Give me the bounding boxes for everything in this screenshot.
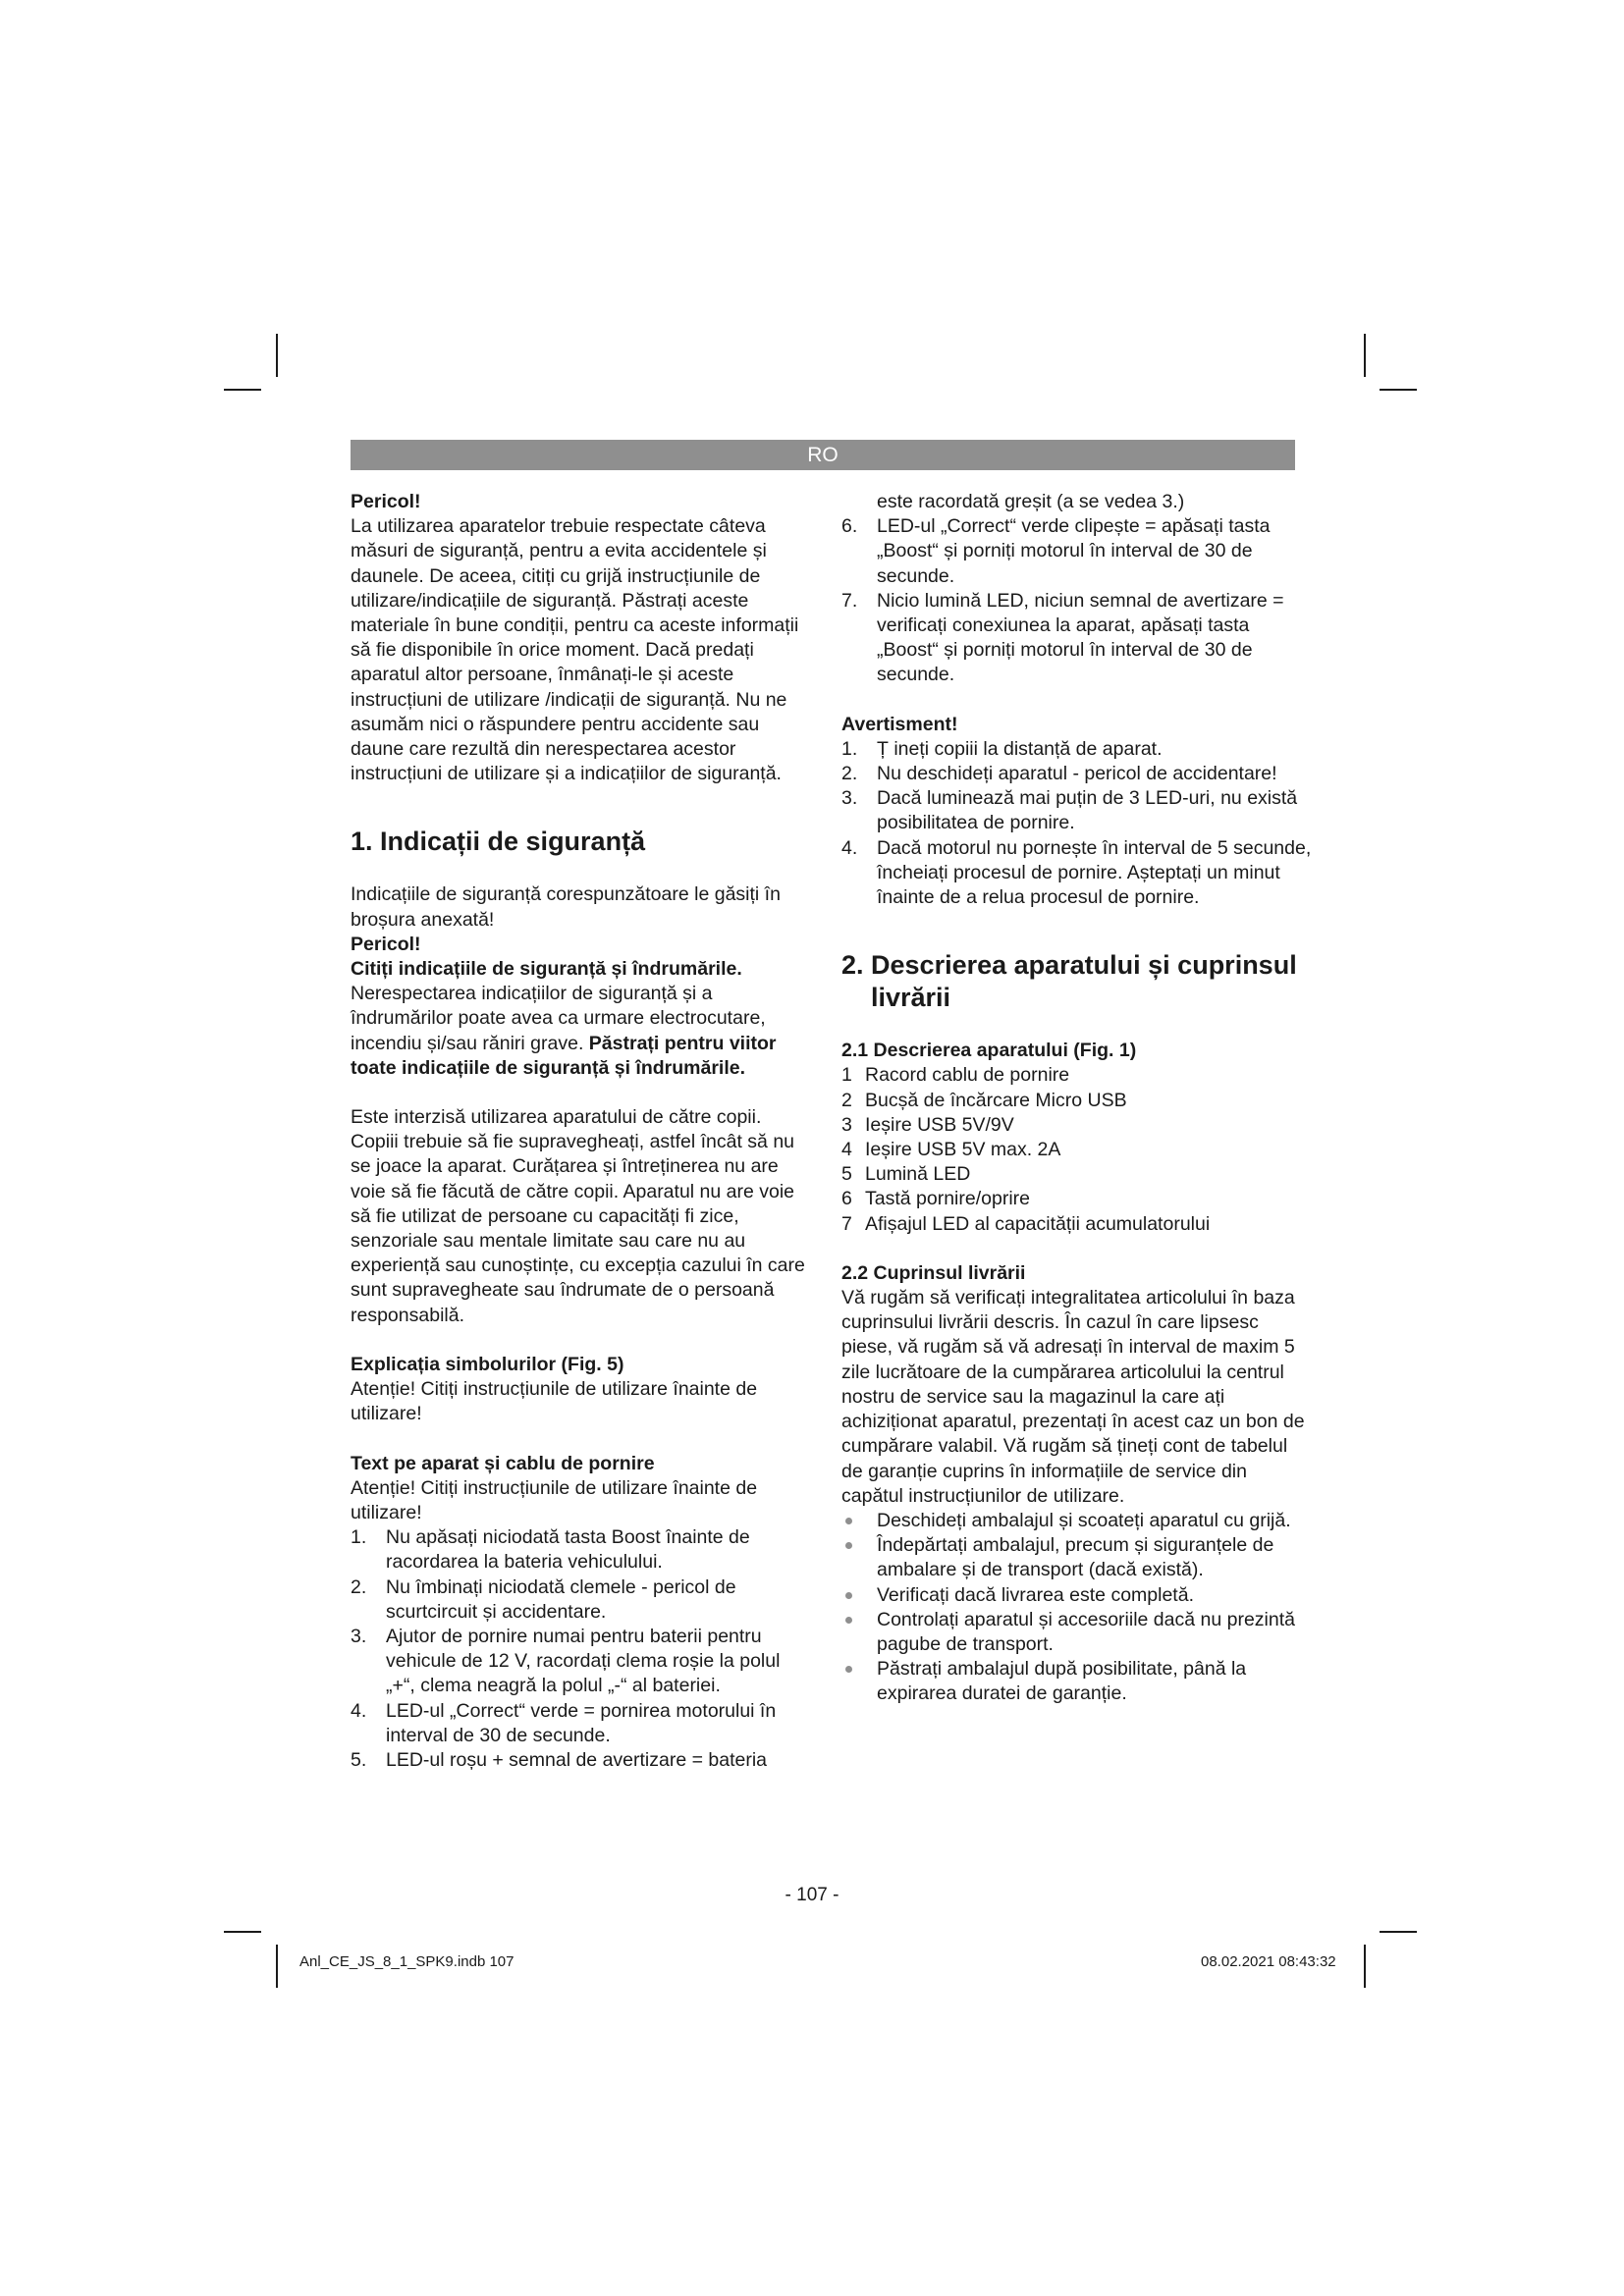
bullet-icon — [845, 1617, 852, 1624]
list-item — [351, 1748, 807, 1773]
s1-text1: Indicațiile de siguranță corespunzătoare le găsiți în broșura anexată! — [351, 883, 781, 931]
list-item-text: Îndepărtați ambalajul, precum și siguranțele de ambalare și de transport (dacă există). — [877, 1534, 1274, 1581]
list-item-text: LED-ul „Correct“ verde = pornirea motorului în interval de 30 de secunde. — [386, 1699, 777, 1746]
list-item — [841, 589, 1313, 688]
list-item-text: Verificați dacă livrarea este completă. — [877, 1583, 1194, 1606]
list-item — [841, 1113, 1313, 1138]
list-item-text: Ieșire USB 5V max. 2A — [865, 1139, 1061, 1161]
list-item-text: Dacă motorul nu pornește în interval de 5 secunde, încheiați procesul de pornire. Așteptați un minut înainte de a relua procesul de pornire. — [877, 836, 1312, 909]
section1-title: 1. Indicații de siguranță — [351, 827, 646, 857]
left-column — [351, 490, 807, 1773]
s1-text2: Nerespectarea indicațiilor de siguranță și a îndrumărilor poate avea ca urmare electrocutare, incendiu și/sau răniri grave. — [351, 983, 766, 1054]
crop-mark-top-left-h — [224, 389, 261, 391]
list-item-text: LED-ul roșu + semnal de avertizare = bateria — [386, 1748, 768, 1771]
device-parts-list — [841, 1063, 1313, 1236]
symbols-heading: Explicația simbolurilor (Fig. 5) — [351, 1353, 624, 1375]
list-item-number: 5 — [841, 1163, 852, 1186]
list-item-number: 2 — [841, 1089, 852, 1111]
crop-mark-top-right-h — [1380, 389, 1417, 391]
intro-heading: Pericol! — [351, 491, 421, 512]
list-item-text: Lumină LED — [865, 1163, 971, 1186]
s1-text2-para — [351, 982, 807, 1081]
crop-mark-bottom-left-v — [276, 1945, 278, 1988]
symbols-text: Atenție! Citiți instrucțiunile de utilizare înainte de utilizare! — [351, 1378, 758, 1425]
crop-mark-top-right-v — [1364, 334, 1366, 377]
list-item — [841, 1187, 1313, 1211]
list-item-number: 5. — [351, 1748, 367, 1771]
print-timestamp: 08.02.2021 08:43:32 — [1201, 1953, 1336, 1970]
list-item — [841, 1089, 1313, 1113]
list-item-text: Ajutor de pornire numai pentru baterii pentru vehicule de 12 V, racordați clema roșie la polul „+“, clema neagră la polul „-“ al bateriei. — [386, 1625, 781, 1697]
list-item — [841, 762, 1313, 786]
crop-mark-bottom-right-h — [1380, 1931, 1417, 1933]
device-text-heading: Text pe aparat și cablu de pornire — [351, 1452, 655, 1474]
list-item-text: Nu deschideți aparatul - pericol de accidentare! — [877, 763, 1277, 785]
list-item-number: 3. — [351, 1625, 367, 1647]
continued-text: este racordată greșit (a se vedea 3.) — [877, 491, 1185, 512]
list-item-number: 7 — [841, 1212, 852, 1235]
list-item-text: Nu îmbinați niciodată clemele - pericol de scurtcircuit și accidentare. — [386, 1575, 736, 1623]
list-item-text: Afișajul LED al capacității acumulatorului — [865, 1212, 1211, 1235]
list-item — [841, 1212, 1313, 1237]
s21-heading: 2.1 Descrierea aparatului (Fig. 1) — [841, 1040, 1137, 1062]
language-code: RO — [807, 444, 839, 466]
intro-text: La utilizarea aparatelor trebuie respectate câteva măsuri de siguranță, pentru a evita accidentele și daunele. De aceea, citiți cu grijă instrucțiunile de utilizare/indicațiile de siguranță. Păstrați aceste materiale în bune condiții, pentru ca aceste informații să fie disponibile în orice moment. Dacă predați aparatul altor persoane, înmânați-le și aceste instrucțiuni de utilizare /indicații de siguranță. Nu ne asumăm nici o răspundere pentru accidente sau daune care rezultă din nerespectarea acestor instrucțiuni de utilizare și a indicațiilor de siguranță. — [351, 515, 799, 785]
list-item-number: 2. — [841, 763, 858, 785]
list-item-text: Ieșire USB 5V/9V — [865, 1113, 1014, 1136]
warning-list — [841, 737, 1313, 910]
list-item — [351, 1575, 807, 1625]
s22-heading: 2.2 Cuprinsul livrării — [841, 1261, 1026, 1284]
crop-mark-bottom-left-h — [224, 1931, 261, 1933]
list-item — [841, 1608, 1313, 1657]
list-item-text: LED-ul „Correct“ verde clipește = apăsați tasta „Boost“ și porniți motorul în interval de 30 de secunde. — [877, 515, 1271, 587]
list-item-number: 7. — [841, 589, 858, 612]
list-item-text: Controlați aparatul și accesoriile dacă nu prezintă pagube de transport. — [877, 1608, 1295, 1655]
section2-title: 2. Descrierea aparatului și cuprinsul livrării — [841, 950, 1297, 1013]
crop-mark-bottom-right-v — [1364, 1945, 1366, 1988]
list-item-number: 2. — [351, 1575, 367, 1598]
list-item — [841, 1533, 1313, 1582]
list-item-number: 4. — [841, 836, 858, 859]
list-item-text: Racord cablu de pornire — [865, 1064, 1070, 1087]
s22-text: Vă rugăm să verificați integralitatea articolului în baza cuprinsului livrării descris. În cazul în care lipsesc piese, vă rugăm să vă adresați în interval de maxim 5 zile lucrătoare de la cumpărarea articolului la centrul nostru de service sau la magazinul la care ați achiziționat aparatul, prezentați în acest caz un bon de cumpărare valabil. Vă rugăm să țineți cont de tabelul de garanție cuprins în informațiile de service din capătul instrucțiunilor de utilizare. — [841, 1287, 1305, 1507]
list-item — [841, 1138, 1313, 1162]
list-item-text: Păstrați ambalajul după posibilitate, până la expirarea duratei de garanție. — [877, 1658, 1247, 1705]
device-text-list — [351, 1525, 807, 1773]
s1-bold2: Păstrați pentru viitor toate indicațiile de siguranță și îndrumările. — [351, 1032, 777, 1079]
list-item-number: 4. — [351, 1699, 367, 1722]
page-number: - 107 - — [785, 1885, 839, 1905]
list-item-text: Nu apăsați niciodată tasta Boost înainte de racordarea la bateria vehiculului. — [386, 1526, 750, 1574]
list-item — [841, 1583, 1313, 1608]
device-text-list-continued — [841, 514, 1313, 687]
bullet-icon — [845, 1592, 852, 1599]
bullet-icon — [845, 1518, 852, 1524]
s1-children-text: Este interzisă utilizarea aparatului de către copii. Copiii trebuie să fie supravegheați, astfel încât să nu se joace la aparat. Curățarea și întreținerea nu are voie să fie făcută de către copii. Aparatul nu are voie să fie utilizat de persoane cu capacități fi zice, senzoriale sau mentale limitate sau care nu au experiență sau cunoștințe, cu excepția cazului în care sunt supravegheate sau îndrumate de o persoană responsabilă. — [351, 1106, 805, 1326]
list-item-text: Bucșă de încărcare Micro USB — [865, 1089, 1127, 1111]
warning-heading: Avertisment! — [841, 713, 958, 735]
list-item — [841, 836, 1313, 911]
list-item-text: Tastă pornire/oprire — [865, 1188, 1030, 1210]
crop-mark-top-left-v — [276, 334, 278, 377]
right-column — [841, 490, 1313, 1707]
unpacking-bullet-list — [841, 1509, 1313, 1707]
list-item — [841, 737, 1313, 762]
file-info: Anl_CE_JS_8_1_SPK9.indb 107 — [299, 1953, 514, 1970]
list-item — [841, 514, 1313, 589]
list-item — [841, 1063, 1313, 1088]
list-item-number: 1. — [351, 1526, 367, 1549]
bullet-icon — [845, 1542, 852, 1549]
s1-pericol: Pericol! — [351, 933, 421, 955]
list-item-number: 1 — [841, 1064, 852, 1087]
list-item — [841, 1162, 1313, 1187]
list-item-number: 3. — [841, 787, 858, 810]
list-item-number: 4 — [841, 1139, 852, 1161]
list-item — [841, 1657, 1313, 1706]
list-item — [351, 1625, 807, 1699]
list-item — [351, 1699, 807, 1748]
s1-bold1: Citiți indicațiile de siguranță și îndrumările. — [351, 958, 742, 981]
bullet-icon — [845, 1666, 852, 1673]
list-item-number: 3 — [841, 1113, 852, 1136]
list-item-number: 6. — [841, 515, 858, 538]
list-item-text: Ț ineți copiii la distanță de aparat. — [877, 737, 1163, 760]
list-item — [841, 1509, 1313, 1533]
list-item-number: 6 — [841, 1188, 852, 1210]
list-item — [841, 786, 1313, 835]
list-item-text: Dacă luminează mai puțin de 3 LED-uri, nu există posibilitatea de pornire. — [877, 787, 1298, 834]
language-header-bar — [351, 440, 1295, 470]
device-text-intro: Atenție! Citiți instrucțiunile de utilizare înainte de utilizare! — [351, 1476, 758, 1523]
list-item-text: Deschideți ambalajul și scoateți aparatul cu grijă. — [877, 1509, 1291, 1531]
list-item-text: Nicio lumină LED, niciun semnal de avertizare = verificați conexiunea la aparat, apăsați tasta „Boost“ și porniți motorul în interval de 30 de secunde. — [877, 589, 1284, 686]
list-item-number: 1. — [841, 737, 858, 760]
list-item — [351, 1525, 807, 1575]
